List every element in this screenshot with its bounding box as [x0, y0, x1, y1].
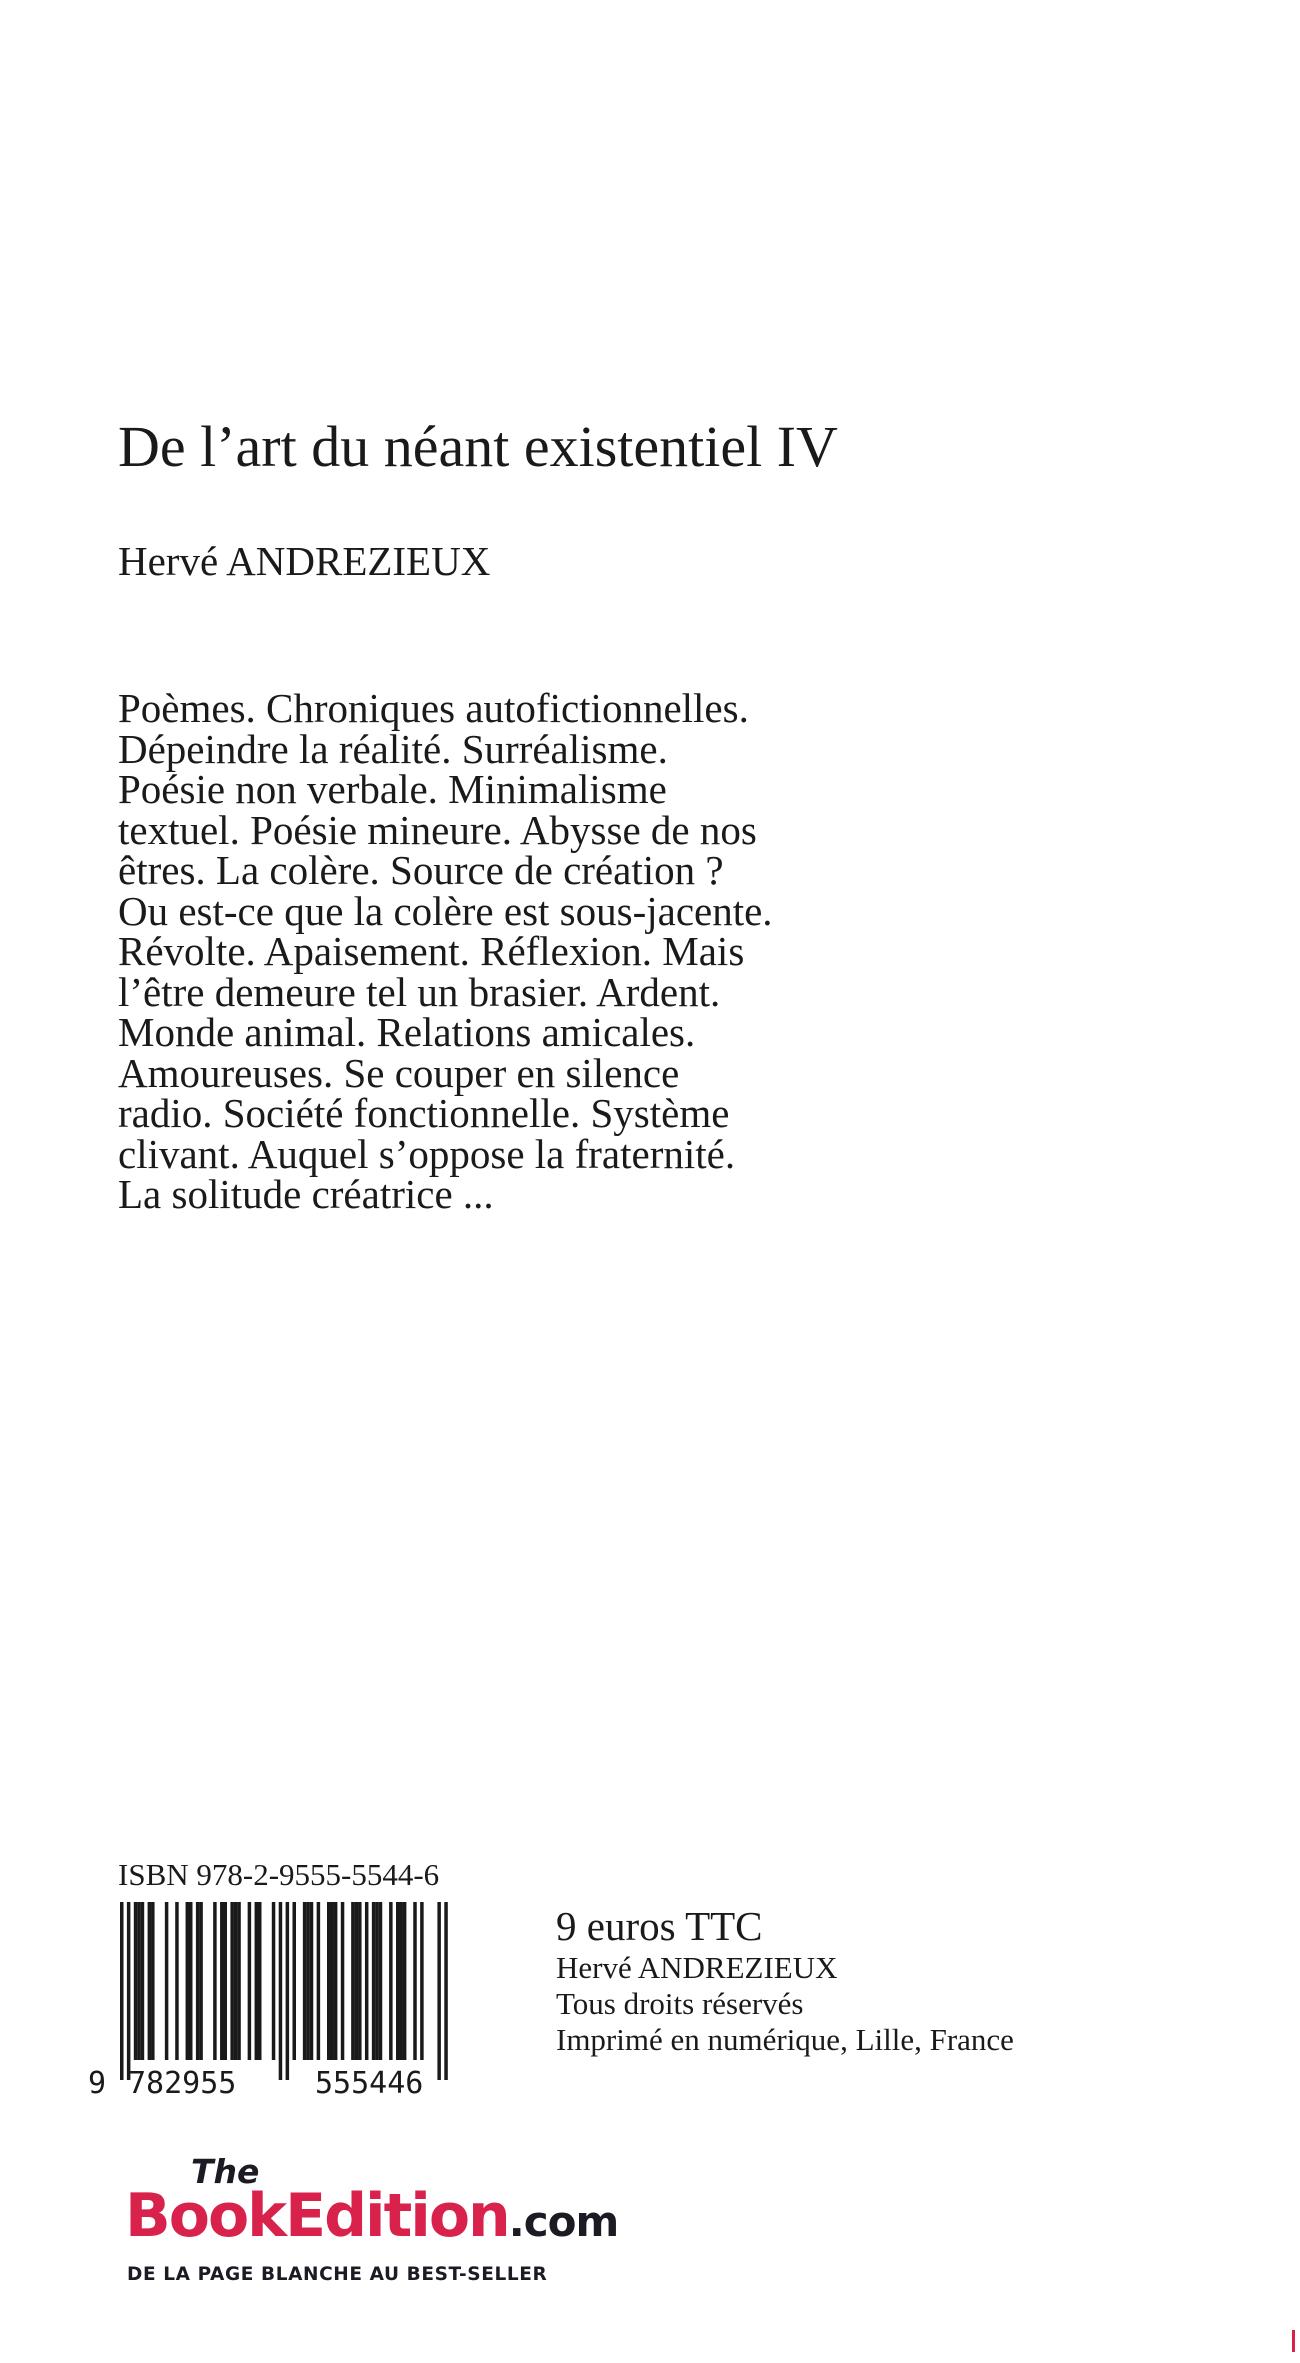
- back-cover-blurb: [118, 685, 1098, 1217]
- price-info: [556, 1902, 1014, 2058]
- edge-mark: [1292, 2330, 1295, 2352]
- book-author: Hervé ANDREZIEUX: [118, 538, 491, 584]
- barcode-bar: [189, 1902, 193, 2060]
- book-title: De l’art du néant existentiel IV: [118, 414, 838, 479]
- barcode-bar: [196, 1902, 200, 2060]
- barcode-bar: [248, 1902, 252, 2060]
- blurb-line: radio. Société fonctionnelle. Système: [118, 1090, 730, 1136]
- printing-notice: Imprimé en numérique, Lille, France: [556, 2022, 1014, 2057]
- barcode-bar: [327, 1902, 331, 2060]
- barcode-bar: [341, 1902, 345, 2060]
- barcode-bar: [255, 1902, 258, 2060]
- barcode-guard-bar: [120, 1902, 124, 2080]
- barcode-bar: [213, 1902, 217, 2060]
- barcode-bar: [310, 1902, 314, 2060]
- blurb-line: Poésie non verbale. Minimalisme: [118, 766, 667, 812]
- barcode-bar: [403, 1902, 407, 2060]
- blurb-line: clivant. Auquel s’oppose la fraternité.: [118, 1130, 736, 1177]
- barcode-bar: [396, 1902, 400, 2060]
- blurb-line: Amoureuses. Se couper en silence: [118, 1049, 680, 1096]
- barcode-bar: [355, 1902, 359, 2060]
- barcode-bar: [224, 1902, 228, 2060]
- barcode-bar: [134, 1902, 138, 2060]
- barcode-bar: [372, 1902, 376, 2060]
- barcode-bar: [306, 1902, 310, 2060]
- barcode-bar: [293, 1902, 297, 2060]
- barcode-bar: [334, 1902, 338, 2060]
- barcode-bar: [399, 1902, 403, 2060]
- barcode-bars: [120, 1902, 448, 2080]
- barcode-bar: [413, 1902, 417, 2060]
- barcode-bar: [237, 1902, 241, 2060]
- barcode-digit-first: 9: [88, 2066, 107, 2098]
- barcode-digits-right: 555446: [315, 2066, 424, 2098]
- isbn-label: ISBN 978-2-9555-5544-6: [118, 1857, 440, 1892]
- barcode-digits-left: 782955: [128, 2066, 237, 2098]
- barcode-bar: [220, 1902, 224, 2060]
- publisher-tagline: DE LA PAGE BLANCHE AU BEST-SELLER: [127, 2264, 548, 2285]
- rights-holder: Hervé ANDREZIEUX: [556, 1950, 838, 1985]
- rights-notice: Tous droits réservés: [556, 1986, 804, 2021]
- barcode-bar: [148, 1902, 152, 2060]
- barcode-guard-bar: [444, 1902, 448, 2080]
- barcode-guard-bar: [127, 1902, 130, 2080]
- barcode-bar: [258, 1902, 262, 2060]
- barcode-guard-bar: [437, 1902, 441, 2080]
- barcode-guard-bar: [279, 1902, 283, 2080]
- blurb-line: Poèmes. Chroniques autofictionnelles.: [118, 685, 749, 731]
- blurb-line: Dépeindre la réalité. Surréalisme.: [118, 725, 668, 772]
- barcode-bar: [234, 1902, 238, 2060]
- blurb-line: l’être demeure tel un brasier. Ardent.: [118, 968, 721, 1015]
- barcode-bar: [330, 1902, 334, 2060]
- barcode-bar: [137, 1902, 141, 2060]
- blurb-line: La solitude créatrice ...: [118, 1171, 494, 1217]
- barcode-bar: [303, 1902, 307, 2060]
- barcode-bar: [420, 1902, 424, 2060]
- barcode-bar: [375, 1902, 379, 2060]
- barcode-bar: [389, 1902, 393, 2060]
- barcode-bar: [317, 1902, 321, 2060]
- barcode: [80, 1898, 500, 2098]
- barcode-guard-bar: [286, 1902, 290, 2080]
- blurb-line: textuel. Poésie mineure. Abysse de nos: [118, 806, 757, 853]
- barcode-bar: [165, 1902, 169, 2060]
- blurb-line: Révolte. Apaisement. Réflexion. Mais: [118, 928, 745, 974]
- barcode-bar: [199, 1902, 203, 2060]
- barcode-bar: [151, 1902, 155, 2060]
- price: 9 euros TTC: [556, 1903, 763, 1949]
- publisher-logo: [125, 2150, 725, 2310]
- blurb-line: Ou est-ce que la colère est sous-jacente.: [118, 887, 773, 934]
- barcode-bar: [379, 1902, 383, 2060]
- barcode-bar: [365, 1902, 369, 2060]
- blurb-line: êtres. La colère. Source de création ?: [118, 847, 724, 893]
- barcode-bar: [358, 1902, 362, 2060]
- barcode-bar: [175, 1902, 179, 2060]
- barcode-bar: [272, 1902, 276, 2060]
- barcode-bar: [351, 1902, 355, 2060]
- blurb-line: Monde animal. Relations amicales.: [118, 1009, 696, 1055]
- logo-name: BookEdition: [125, 2181, 509, 2251]
- logo-tld: .com: [508, 2197, 619, 2246]
- logo-the: The: [191, 2152, 260, 2191]
- barcode-bar: [186, 1902, 190, 2060]
- barcode-bar: [141, 1902, 145, 2060]
- logo-wordmark: [125, 2180, 618, 2258]
- barcode-bar: [230, 1902, 234, 2060]
